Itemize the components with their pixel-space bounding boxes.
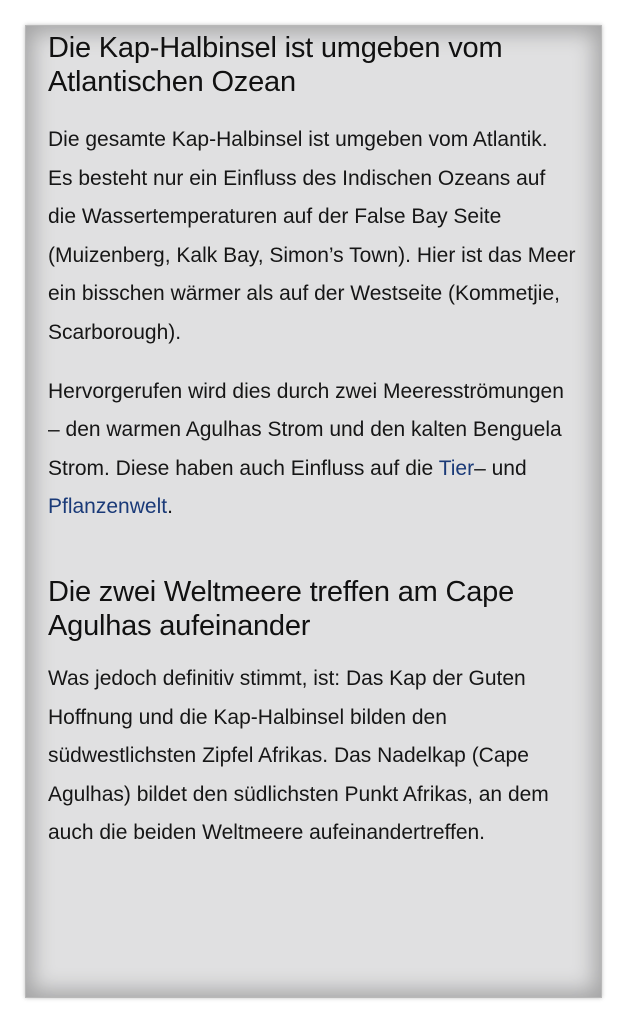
section-heading-cape-peninsula: Die Kap-Halbinsel ist umgeben vom Atlantischen Ozean [48, 32, 503, 98]
paragraph-currents [48, 373, 577, 527]
link-tierwelt[interactable]: Tier [438, 456, 475, 480]
link-pflanzenwelt[interactable]: Pflanzenwelt [48, 495, 168, 519]
paragraph-currents-connector: – und [474, 456, 527, 480]
paragraph-southern-tip: Was jedoch definitiv stimmt, ist: Das Kap der Guten Hoffnung und die Kap-Halbinsel bilden den südwestlichsten Zipfel Afrikas. Das Nadelkap (Cape Agulhas) bildet den südlichsten Punkt Afrikas, an dem auch die beiden Weltmeere aufeinandertreffen. [48, 666, 549, 845]
paragraph-currents-text: Hervorgerufen wird dies durch zwei Meeresströmungen – den warmen Agulhas Strom und den kalten Benguela Strom. Diese haben auch Einfluss auf die [48, 379, 564, 480]
article-card [25, 25, 602, 998]
paragraph-currents-end: . [167, 495, 173, 519]
section-heading-cape-agulhas: Die zwei Weltmeere treffen am Cape Agulhas aufeinander [48, 575, 514, 642]
paragraph-atlantic: Die gesamte Kap-Halbinsel ist umgeben vom Atlantik. Es besteht nur ein Einfluss des Indischen Ozeans auf die Wassertemperaturen auf der False Bay Seite (Muizenberg, Kalk Bay, Simon’s Town). Hier ist das Meer ein bisschen wärmer als auf der Westseite (Kommetjie, Scarborough). [48, 128, 576, 344]
